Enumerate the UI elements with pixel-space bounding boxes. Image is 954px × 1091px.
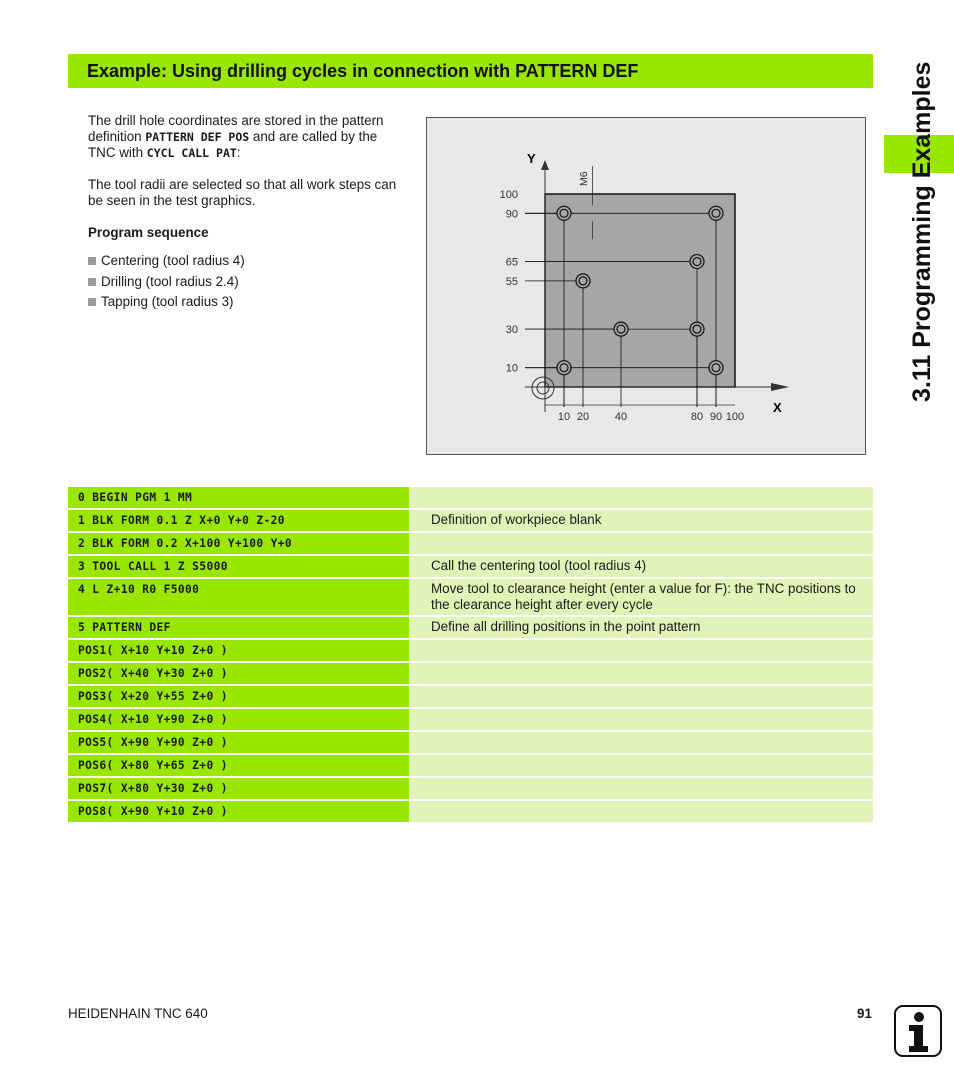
code-cell: POS3( X+20 Y+55 Z+0 ) <box>68 686 409 707</box>
drill-pattern-figure <box>426 117 866 455</box>
intro-text-part: : <box>236 145 241 160</box>
table-row <box>68 709 873 730</box>
pattern-def-code: PATTERN DEF POS <box>145 130 250 144</box>
table-row <box>68 556 873 577</box>
y-axis-label: Y <box>527 151 536 166</box>
intro-text-part: and are called by the TNC with <box>88 129 378 160</box>
step-label: Centering (tool radius 4) <box>101 253 245 268</box>
bullet-icon <box>88 257 96 265</box>
datum-inner-icon <box>537 382 549 394</box>
code-cell: POS2( X+40 Y+30 Z+0 ) <box>68 663 409 684</box>
hole-outer-icon <box>709 206 723 220</box>
description-cell <box>409 709 873 730</box>
code-cell: 5 PATTERN DEF <box>68 617 409 638</box>
code-cell: POS4( X+10 Y+90 Z+0 ) <box>68 709 409 730</box>
description-cell <box>409 487 873 508</box>
y-tick-label: 100 <box>499 189 518 201</box>
code-cell: 4 L Z+10 R0 F5000 <box>68 579 409 615</box>
hole-outer-icon <box>709 361 723 375</box>
table-row <box>68 686 873 707</box>
description-cell <box>409 640 873 661</box>
table-row <box>68 487 873 508</box>
drill-pattern-drawing <box>427 118 865 454</box>
y-tick-label: 90 <box>505 208 518 221</box>
code-cell: POS1( X+10 Y+10 Z+0 ) <box>68 640 409 661</box>
description-cell <box>409 778 873 799</box>
x-tick-label: 90 <box>709 411 723 423</box>
table-row <box>68 755 873 776</box>
table-row <box>68 510 873 531</box>
thread-label: M6 <box>577 171 590 186</box>
x-tick-label: 10 <box>557 411 571 423</box>
code-cell: POS6( X+80 Y+65 Z+0 ) <box>68 755 409 776</box>
code-cell: 2 BLK FORM 0.2 X+100 Y+100 Y+0 <box>68 533 409 554</box>
code-cell: 0 BEGIN PGM 1 MM <box>68 487 409 508</box>
info-icon <box>894 1005 942 1057</box>
description-cell <box>409 755 873 776</box>
hole-outer-icon <box>576 274 590 288</box>
section-title: Example: Using drilling cycles in connection with PATTERN DEF <box>87 60 639 81</box>
intro-text-part: The drill hole coordinates are stored in the pattern definition <box>88 113 384 144</box>
table-row <box>68 732 873 753</box>
footer-manual-title: HEIDENHAIN TNC 640 <box>68 1006 208 1021</box>
workpiece-plate <box>545 194 735 387</box>
code-cell: POS8( X+90 Y+10 Z+0 ) <box>68 801 409 822</box>
bullet-icon <box>88 278 96 286</box>
description-cell <box>409 533 873 554</box>
table-row <box>68 579 873 615</box>
x-axis-arrow <box>771 383 789 391</box>
table-row <box>68 617 873 638</box>
section-title-bar <box>68 54 873 88</box>
step-label: Drilling (tool radius 2.4) <box>101 273 239 289</box>
intro-paragraph-1 <box>88 113 400 161</box>
code-cell: 3 TOOL CALL 1 Z S5000 <box>68 556 409 577</box>
table-row <box>68 801 873 822</box>
datum-icon <box>532 377 554 399</box>
program-steps <box>88 251 400 313</box>
cycl-call-code: CYCL CALL PAT <box>146 146 237 160</box>
y-tick-label: 10 <box>505 362 518 375</box>
description-cell: Define all drilling positions in the point pattern <box>409 617 873 638</box>
table-row <box>68 663 873 684</box>
description-cell <box>409 686 873 707</box>
chapter-title: 3.11 Programming Examples <box>908 61 936 402</box>
list-item <box>88 272 400 293</box>
table-row <box>68 778 873 799</box>
hole-outer-icon <box>690 255 704 269</box>
x-tick-label: 40 <box>614 411 628 423</box>
x-tick-label: 80 <box>690 411 704 423</box>
step-label: Tapping (tool radius 3) <box>101 294 234 309</box>
description-cell: Call the centering tool (tool radius 4) <box>409 556 873 577</box>
code-cell: POS7( X+80 Y+30 Z+0 ) <box>68 778 409 799</box>
code-cell: 1 BLK FORM 0.1 Z X+0 Y+0 Z-20 <box>68 510 409 531</box>
intro-paragraph-2: The tool radii are selected so that all work steps can be seen in the test graphics. <box>88 177 397 208</box>
x-tick-label: 100 <box>725 411 745 423</box>
description-cell <box>409 801 873 822</box>
intro-text <box>88 113 400 313</box>
y-axis-arrow <box>541 160 549 170</box>
list-item <box>88 251 400 272</box>
code-cell: POS5( X+90 Y+90 Z+0 ) <box>68 732 409 753</box>
y-tick-label: 55 <box>505 275 518 288</box>
hole-outer-icon <box>557 206 571 220</box>
y-tick-label: 30 <box>505 324 518 337</box>
table-row <box>68 640 873 661</box>
description-cell <box>409 663 873 684</box>
table-row <box>68 533 873 554</box>
x-axis-label: X <box>773 400 782 415</box>
x-tick-label: 20 <box>576 411 590 423</box>
y-tick-label: 65 <box>505 256 518 269</box>
program-sequence-heading: Program sequence <box>88 225 209 240</box>
description-cell <box>409 732 873 753</box>
list-item <box>88 292 400 313</box>
page-number: 91 <box>857 1006 872 1021</box>
bullet-icon <box>88 298 96 306</box>
hole-outer-icon <box>614 322 628 336</box>
program-table <box>68 487 873 824</box>
hole-outer-icon <box>557 361 571 375</box>
description-cell: Move tool to clearance height (enter a value for F): the TNC positions to the clearance height after every cycle <box>409 579 873 615</box>
description-cell: Definition of workpiece blank <box>409 510 873 531</box>
hole-outer-icon <box>690 322 704 336</box>
